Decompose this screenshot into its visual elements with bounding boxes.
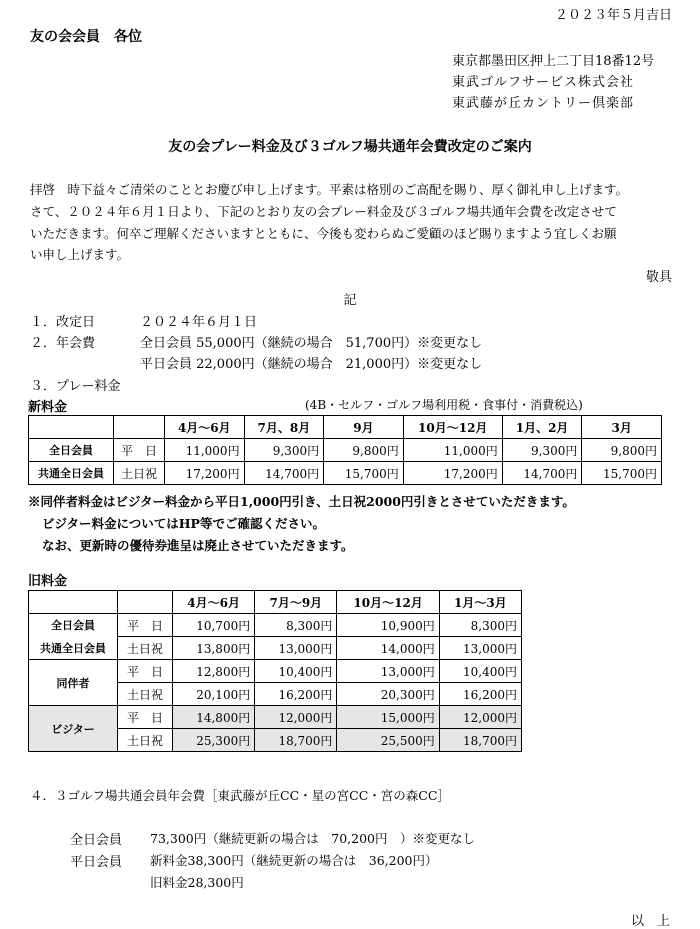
day-type: 土日祝 xyxy=(118,729,173,752)
column-header: 7月、8月 xyxy=(244,416,324,439)
old-fee-heading: 旧料金 xyxy=(28,574,68,589)
fee-cell: 12,000円 xyxy=(439,706,521,729)
weekday-member-old-fee: 旧料金28,300円 xyxy=(150,875,244,890)
sender-company: 東武ゴルフサービス株式会社 xyxy=(452,75,635,90)
fee-cell: 14,700円 xyxy=(244,462,324,485)
fee-cell: 10,400円 xyxy=(439,660,521,683)
fee-cell: 14,000円 xyxy=(337,637,439,660)
fee-cell: 10,400円 xyxy=(255,660,337,683)
table-row xyxy=(29,637,522,660)
full-day-member-fee: 73,300円（継続更新の場合は 70,200円 ）※変更なし xyxy=(150,831,475,846)
weekday-member-label: 平日会員 xyxy=(70,855,123,870)
note-companion-fee: ※同伴者料金はビジター料金から平日1,000円引き、土日祝2000円引きとさせていただきます。 xyxy=(28,494,575,509)
fee-cell: 14,800円 xyxy=(173,706,255,729)
empty-cell xyxy=(114,416,165,439)
ki-heading: 記 xyxy=(343,293,357,308)
closing-keigu: 敬具 xyxy=(645,270,672,285)
item1-value: ２０２４年６月１日 xyxy=(140,315,258,330)
fee-cell: 16,200円 xyxy=(255,683,337,706)
empty-cell xyxy=(29,416,114,439)
day-type: 土日祝 xyxy=(118,683,173,706)
table-row xyxy=(29,462,662,485)
day-type: 平 日 xyxy=(118,614,173,637)
fee-cell: 8,300円 xyxy=(255,614,337,637)
column-header: 3月 xyxy=(582,416,662,439)
member-group-label: 共通全日会員 xyxy=(29,637,118,660)
fee-cell: 9,300円 xyxy=(244,439,324,462)
day-type: 平 日 xyxy=(118,706,173,729)
member-group-label: ビジター xyxy=(29,706,118,752)
fee-cell: 18,700円 xyxy=(439,729,521,752)
body-line-2: さて、２０２４年６月１日より、下記のとおり友の会プレー料金及び３ゴルフ場共通年会費を改定させて xyxy=(30,204,617,219)
fee-cell: 20,100円 xyxy=(173,683,255,706)
fee-cell: 13,000円 xyxy=(255,637,337,660)
table-row xyxy=(29,439,662,462)
fee-cell: 17,200円 xyxy=(165,462,245,485)
new-fee-heading: 新料金 xyxy=(28,400,68,415)
day-type: 平 日 xyxy=(114,439,165,462)
fee-cell: 16,200円 xyxy=(439,683,521,706)
document-date: ２０２３年５月吉日 xyxy=(554,8,672,23)
fee-cell: 12,000円 xyxy=(255,706,337,729)
document-title: 友の会プレー料金及び３ゴルフ場共通年会費改定のご案内 xyxy=(168,139,532,155)
column-header: 10月～12月 xyxy=(337,591,439,614)
addressee: 友の会会員 各位 xyxy=(30,29,142,45)
sender-address: 東京都墨田区押上二丁目18番12号 xyxy=(452,54,655,69)
fee-cell: 9,800円 xyxy=(582,439,662,462)
member-group-label: 全日会員 xyxy=(29,614,118,637)
column-header: 10月～12月 xyxy=(403,416,502,439)
fee-cell: 17,200円 xyxy=(403,462,502,485)
column-header: 9月 xyxy=(324,416,404,439)
day-type: 平 日 xyxy=(118,660,173,683)
fee-cell: 11,000円 xyxy=(165,439,245,462)
member-group-label: 全日会員 xyxy=(29,439,114,462)
table-header-row xyxy=(29,416,662,439)
table-header-row xyxy=(29,591,522,614)
old-fee-table xyxy=(28,590,522,752)
fee-cell: 9,800円 xyxy=(324,439,404,462)
fee-cell: 11,000円 xyxy=(403,439,502,462)
new-fee-note: (4B・セルフ・ゴルフ場利用税・食事付・消費税込) xyxy=(305,398,583,412)
sender-club: 東武藤が丘カントリー倶楽部 xyxy=(452,96,635,111)
footer-ijou: 以 上 xyxy=(630,914,670,929)
item2-line2: 平日会員 22,000円（継続の場合 21,000円）※変更なし xyxy=(140,357,483,372)
fee-cell: 13,800円 xyxy=(173,637,255,660)
fee-cell: 14,700円 xyxy=(502,462,582,485)
fee-cell: 8,300円 xyxy=(439,614,521,637)
item2-label: ２．年会費 xyxy=(30,336,96,351)
member-group-label: 同伴者 xyxy=(29,660,118,706)
fee-cell: 25,300円 xyxy=(173,729,255,752)
body-line-3: いただきます。何卒ご理解くださいますとともに、今後も変わらぬご愛顧のほど賜りますよう宜しくお願 xyxy=(30,226,617,241)
column-header: 4月～6月 xyxy=(165,416,245,439)
member-group-label: 共通全日会員 xyxy=(29,462,114,485)
note-voucher-abolished: なお、更新時の優待券進呈は廃止させていただきます。 xyxy=(42,538,354,553)
fee-cell: 10,900円 xyxy=(337,614,439,637)
day-type: 土日祝 xyxy=(118,637,173,660)
day-type: 土日祝 xyxy=(114,462,165,485)
fee-cell: 20,300円 xyxy=(337,683,439,706)
table-row xyxy=(29,614,522,637)
body-line-4: い申し上げます。 xyxy=(30,247,130,262)
table-row xyxy=(29,706,522,729)
column-header: 4月～6月 xyxy=(173,591,255,614)
fee-cell: 15,700円 xyxy=(324,462,404,485)
column-header: 1月～3月 xyxy=(439,591,521,614)
weekday-member-new-fee: 新料金38,300円（継続更新の場合は 36,200円） xyxy=(150,853,438,868)
body-line-1: 拝啓 時下益々ご清栄のこととお慶び申し上げます。平素は格別のご高配を賜り、厚く御礼申し上げます。 xyxy=(30,182,629,197)
section4-heading: ４．３ゴルフ場共通会員年会費［東武藤が丘CC・星の宮CC・宮の森CC］ xyxy=(30,788,450,803)
item1-label: １．改定日 xyxy=(30,315,96,330)
empty-cell xyxy=(29,591,118,614)
fee-cell: 13,000円 xyxy=(337,660,439,683)
fee-cell: 9,300円 xyxy=(502,439,582,462)
new-fee-table xyxy=(28,415,662,485)
column-header: 1月、2月 xyxy=(502,416,582,439)
full-day-member-label: 全日会員 xyxy=(70,833,123,848)
fee-cell: 13,000円 xyxy=(439,637,521,660)
fee-cell: 12,800円 xyxy=(173,660,255,683)
item2-line1: 全日会員 55,000円（継続の場合 51,700円）※変更なし xyxy=(140,336,483,351)
empty-cell xyxy=(118,591,173,614)
item3-label: ３．プレー料金 xyxy=(30,379,121,394)
fee-cell: 18,700円 xyxy=(255,729,337,752)
column-header: 7月～9月 xyxy=(255,591,337,614)
table-row xyxy=(29,660,522,683)
fee-cell: 15,700円 xyxy=(582,462,662,485)
note-visitor-fee: ビジター料金についてはHP等でご確認ください。 xyxy=(42,516,325,531)
fee-cell: 10,700円 xyxy=(173,614,255,637)
fee-cell: 25,500円 xyxy=(337,729,439,752)
fee-cell: 15,000円 xyxy=(337,706,439,729)
